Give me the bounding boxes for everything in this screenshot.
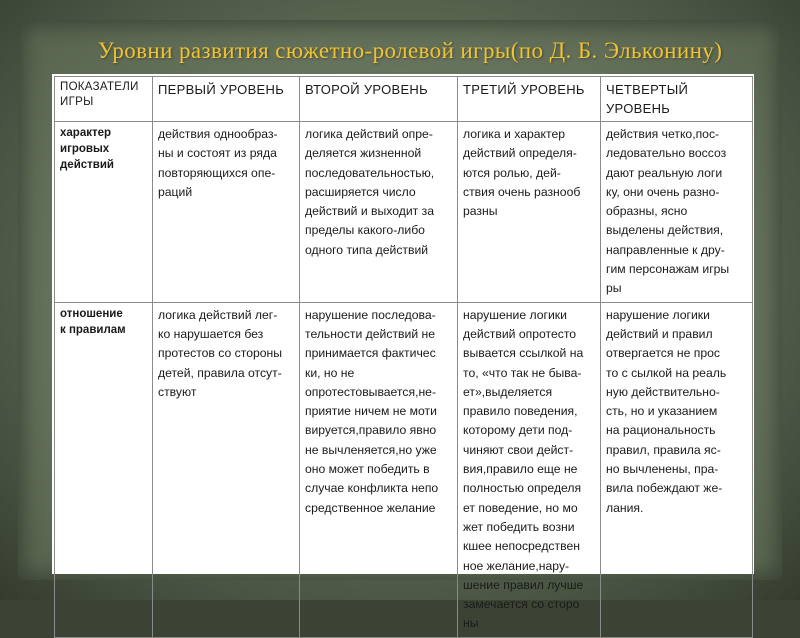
level-3-cell xyxy=(458,122,601,303)
level-4-cell xyxy=(601,302,753,637)
cell-text-line: тельности действий не xyxy=(305,326,436,341)
header-level-4 xyxy=(601,77,753,122)
cell-text-line: расширяется число xyxy=(305,184,416,199)
cell-text-line: правил, правила яс- xyxy=(606,442,721,457)
cell-text-line: деляется жизненной xyxy=(305,146,422,161)
cell-text-line: характер xyxy=(60,127,112,139)
header-indicator xyxy=(55,77,153,122)
header-indicator-line: ПОКАЗАТЕЛИ xyxy=(60,81,139,93)
row-label xyxy=(55,122,153,303)
cell-text-line: логика действий опре- xyxy=(305,127,433,141)
cell-text-line: которому дети под- xyxy=(463,423,573,438)
cell-text-line: то, «что так не быва- xyxy=(463,365,582,380)
cell-text-line: вируется,правило явно xyxy=(305,423,437,438)
cell-text-line: действий опротесто xyxy=(463,326,577,341)
cell-text-line: на рациональность xyxy=(606,423,716,438)
cell-text-line: но вычленены, пра- xyxy=(606,462,719,477)
cell-text-line: направленные к дру- xyxy=(606,242,725,257)
cell-text-line: одного типа действий xyxy=(305,242,429,257)
cell-text-line: к правилам xyxy=(60,323,126,336)
header-indicator-line: ИГРЫ xyxy=(60,96,94,108)
cell-text-line: пределы какого-либо xyxy=(305,223,425,238)
cell-text-line: принимается фактичес xyxy=(305,346,436,361)
cell-text-line: протестов со стороны xyxy=(158,346,283,361)
cell-text-line: последовательностью, xyxy=(305,165,435,180)
cell-text-line: логика и характер xyxy=(463,127,565,141)
cell-text-line: действия четко,пос- xyxy=(606,127,720,141)
cell-text-line: игровых xyxy=(60,143,110,155)
cell-text-line: ледовательно воссоз xyxy=(606,146,727,161)
cell-text-line: ствуют xyxy=(158,384,197,399)
cell-text-line: приятие ничем не моти xyxy=(305,404,437,419)
cell-text-line: ко нарушается без xyxy=(158,326,264,341)
cell-text-line: ры xyxy=(606,281,622,296)
header-level-3: ТРЕТИЙ УРОВЕНЬ xyxy=(458,77,601,122)
cell-text-line: отвергается не прос xyxy=(606,346,720,361)
header-level-2: ВТОРОЙ УРОВЕНЬ xyxy=(300,77,458,122)
level-2-cell xyxy=(300,302,458,637)
cell-text-line: разны xyxy=(463,204,498,219)
level-3-cell xyxy=(458,302,601,637)
table-row xyxy=(55,302,753,637)
cell-text-line: гим персонажам игры xyxy=(606,262,730,277)
cell-text-line: сть, но и указанием xyxy=(606,404,718,419)
cell-text-line: дают реальную логи xyxy=(606,165,723,180)
cell-text-line: действия однообраз- xyxy=(158,127,278,141)
cell-text-line: ствия очень разнооб xyxy=(463,184,581,199)
cell-text-line: действий и выходит за xyxy=(305,204,434,219)
level-1-cell xyxy=(153,122,300,303)
cell-text-line: случае конфликта непо xyxy=(305,481,439,496)
cell-text-line: нарушение логики xyxy=(463,307,567,322)
cell-text-line: кшее непосредствен xyxy=(463,539,580,554)
cell-text-line: ет поведение, но мо xyxy=(463,500,578,515)
header-level-4-line: УРОВЕНЬ xyxy=(606,101,671,116)
cell-text-line: раций xyxy=(158,184,193,199)
levels-table-container xyxy=(52,74,754,631)
cell-text-line: ную действительно- xyxy=(606,384,720,399)
level-4-cell xyxy=(601,122,753,303)
cell-text-line: выделены действия, xyxy=(606,223,724,238)
cell-text-line: нарушение последова- xyxy=(305,307,436,322)
cell-text-line: правило поведения, xyxy=(463,404,578,419)
cell-text-line: ны и состоят из ряда xyxy=(158,146,277,161)
cell-text-line: вия,правило еще не xyxy=(463,462,578,477)
cell-text-line: вила побеждают же- xyxy=(606,481,723,496)
cell-text-line: повторяющихся опе- xyxy=(158,165,276,180)
cell-text-line: действий и правил xyxy=(606,326,713,341)
cell-text-line: ны xyxy=(463,616,479,631)
cell-text-line: полностью определя xyxy=(463,481,582,496)
cell-text-line: жет победить возни xyxy=(463,519,575,534)
cell-text-line: опротестовывается,не- xyxy=(305,384,437,399)
cell-text-line: то с сылкой на реаль xyxy=(606,365,727,380)
level-2-cell xyxy=(300,122,458,303)
cell-text-line: действий определя- xyxy=(463,146,577,161)
cell-text-line: ет»,выделяется xyxy=(463,384,553,399)
cell-text-line: шение правил лучше xyxy=(463,577,584,592)
cell-text-line: замечается со сторо xyxy=(463,597,580,612)
cell-text-line: лания. xyxy=(606,500,644,515)
levels-table xyxy=(54,76,753,638)
cell-text-line: образны, ясно xyxy=(606,204,688,219)
header-row xyxy=(55,77,753,122)
cell-text-line: отношение xyxy=(60,307,123,320)
cell-text-line: ное желание,нару- xyxy=(463,558,570,573)
cell-text-line: средственное желание xyxy=(305,500,436,515)
cell-text-line: действий xyxy=(60,159,115,171)
slide-title: Уровни развития сюжетно-ролевой игры(по Д. Б. Эльконину) xyxy=(97,38,723,63)
cell-text-line: ки, но не xyxy=(305,365,355,380)
cell-text-line: детей, правила отсут- xyxy=(158,365,282,380)
cell-text-line: нарушение логики xyxy=(606,307,710,322)
table-row xyxy=(55,122,753,303)
cell-text-line: ку, они очень разно- xyxy=(606,184,720,199)
cell-text-line: вывается ссылкой на xyxy=(463,346,584,361)
header-level-1: ПЕРВЫЙ УРОВЕНЬ xyxy=(153,77,300,122)
cell-text-line: ются ролью, дей- xyxy=(463,165,561,180)
level-1-cell xyxy=(153,302,300,637)
cell-text-line: чиняют свои дейст- xyxy=(463,442,574,457)
cell-text-line: не вычленяется,но уже xyxy=(305,442,437,457)
cell-text-line: оно может победить в xyxy=(305,462,430,477)
row-label xyxy=(55,302,153,637)
header-level-4-line: ЧЕТВЕРТЫЙ xyxy=(606,82,689,97)
cell-text-line: логика действий лег- xyxy=(158,307,278,322)
